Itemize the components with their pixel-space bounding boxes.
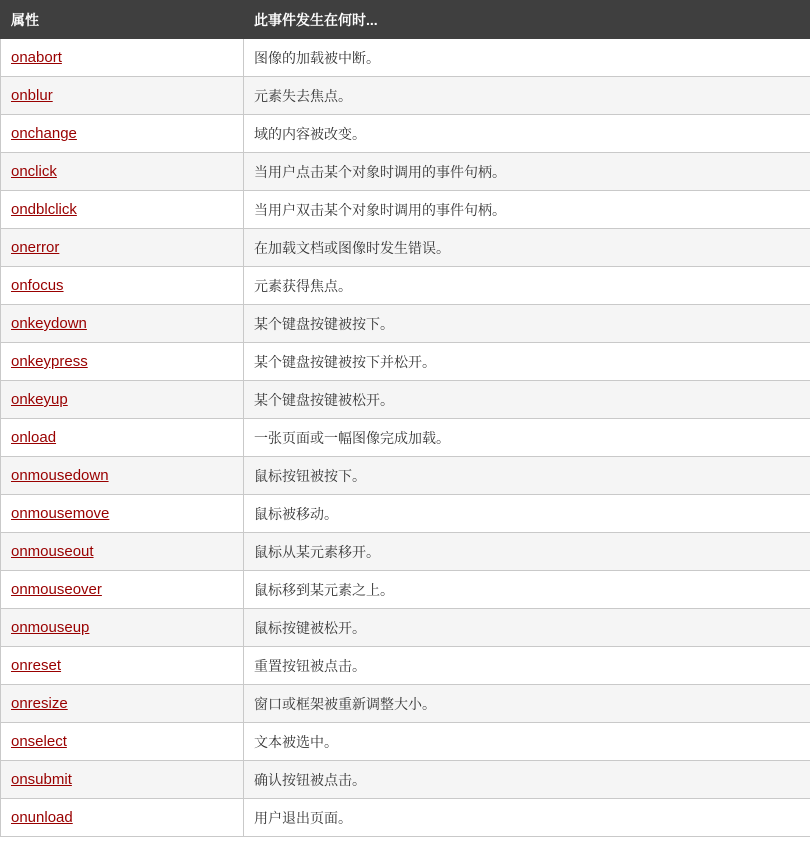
table-row [1, 305, 810, 343]
description-cell: 某个键盘按键被按下。 [244, 305, 810, 343]
attribute-link-onkeyup[interactable]: onkeyup [11, 391, 68, 408]
attribute-cell [1, 609, 244, 647]
attribute-cell [1, 115, 244, 153]
attribute-cell [1, 495, 244, 533]
attribute-cell [1, 761, 244, 799]
attribute-cell [1, 153, 244, 191]
table-row [1, 761, 810, 799]
attribute-link-onselect[interactable]: onselect [11, 733, 67, 750]
attribute-link-onsubmit[interactable]: onsubmit [11, 771, 72, 788]
table-row [1, 799, 810, 837]
description-cell: 鼠标从某元素移开。 [244, 533, 810, 571]
attribute-link-onabort[interactable]: onabort [11, 49, 62, 66]
description-cell: 窗口或框架被重新调整大小。 [244, 685, 810, 723]
attribute-link-onmouseout[interactable]: onmouseout [11, 543, 94, 560]
table-row [1, 229, 810, 267]
attribute-cell [1, 381, 244, 419]
table-row [1, 343, 810, 381]
column-header-description: 此事件发生在何时... [244, 1, 810, 39]
table-row [1, 609, 810, 647]
attribute-link-onkeydown[interactable]: onkeydown [11, 315, 87, 332]
description-cell: 元素获得焦点。 [244, 267, 810, 305]
attribute-link-onclick[interactable]: onclick [11, 163, 57, 180]
description-cell: 重置按钮被点击。 [244, 647, 810, 685]
attribute-cell [1, 229, 244, 267]
table-row [1, 381, 810, 419]
description-cell: 某个键盘按键被松开。 [244, 381, 810, 419]
attribute-cell [1, 723, 244, 761]
description-cell: 鼠标按键被松开。 [244, 609, 810, 647]
attribute-cell [1, 571, 244, 609]
table-row [1, 77, 810, 115]
description-cell: 确认按钮被点击。 [244, 761, 810, 799]
table-row [1, 685, 810, 723]
attribute-link-onfocus[interactable]: onfocus [11, 277, 64, 294]
description-cell: 域的内容被改变。 [244, 115, 810, 153]
attribute-cell [1, 419, 244, 457]
table-row [1, 419, 810, 457]
description-cell: 用户退出页面。 [244, 799, 810, 837]
table-row [1, 267, 810, 305]
description-cell: 某个键盘按键被按下并松开。 [244, 343, 810, 381]
table-row [1, 191, 810, 229]
attribute-link-onmousemove[interactable]: onmousemove [11, 505, 110, 522]
attribute-link-onmousedown[interactable]: onmousedown [11, 467, 109, 484]
table-row [1, 533, 810, 571]
attribute-cell [1, 77, 244, 115]
attribute-cell [1, 267, 244, 305]
attribute-cell [1, 343, 244, 381]
attribute-link-onload[interactable]: onload [11, 429, 57, 446]
attribute-link-onresize[interactable]: onresize [11, 695, 68, 712]
attribute-cell [1, 457, 244, 495]
description-cell: 当用户双击某个对象时调用的事件句柄。 [244, 191, 810, 229]
attribute-link-onreset[interactable]: onreset [11, 657, 62, 674]
table-row [1, 115, 810, 153]
description-cell: 鼠标被移动。 [244, 495, 810, 533]
table-row [1, 571, 810, 609]
attribute-cell [1, 305, 244, 343]
attribute-link-onunload[interactable]: onunload [11, 809, 73, 826]
attribute-link-onkeypress[interactable]: onkeypress [11, 353, 88, 370]
attribute-cell [1, 533, 244, 571]
attribute-cell [1, 39, 244, 77]
attribute-cell [1, 685, 244, 723]
attribute-link-ondblclick[interactable]: ondblclick [11, 201, 77, 218]
attribute-link-onmouseover[interactable]: onmouseover [11, 581, 102, 598]
description-cell: 一张页面或一幅图像完成加载。 [244, 419, 810, 457]
header-row [1, 1, 810, 39]
table-row [1, 495, 810, 533]
description-cell: 图像的加载被中断。 [244, 39, 810, 77]
description-cell: 在加载文档或图像时发生错误。 [244, 229, 810, 267]
table-row [1, 723, 810, 761]
table-row [1, 153, 810, 191]
attribute-cell [1, 799, 244, 837]
attribute-link-onchange[interactable]: onchange [11, 125, 77, 142]
description-cell: 鼠标按钮被按下。 [244, 457, 810, 495]
table-row [1, 457, 810, 495]
table-row [1, 39, 810, 77]
description-cell: 当用户点击某个对象时调用的事件句柄。 [244, 153, 810, 191]
attribute-link-onblur[interactable]: onblur [11, 87, 53, 104]
attribute-link-onerror[interactable]: onerror [11, 239, 60, 256]
description-cell: 文本被选中。 [244, 723, 810, 761]
attribute-cell [1, 647, 244, 685]
description-cell: 鼠标移到某元素之上。 [244, 571, 810, 609]
attribute-cell [1, 191, 244, 229]
description-cell: 元素失去焦点。 [244, 77, 810, 115]
table-row [1, 647, 810, 685]
attribute-link-onmouseup[interactable]: onmouseup [11, 619, 90, 636]
column-header-attribute: 属性 [1, 1, 244, 39]
